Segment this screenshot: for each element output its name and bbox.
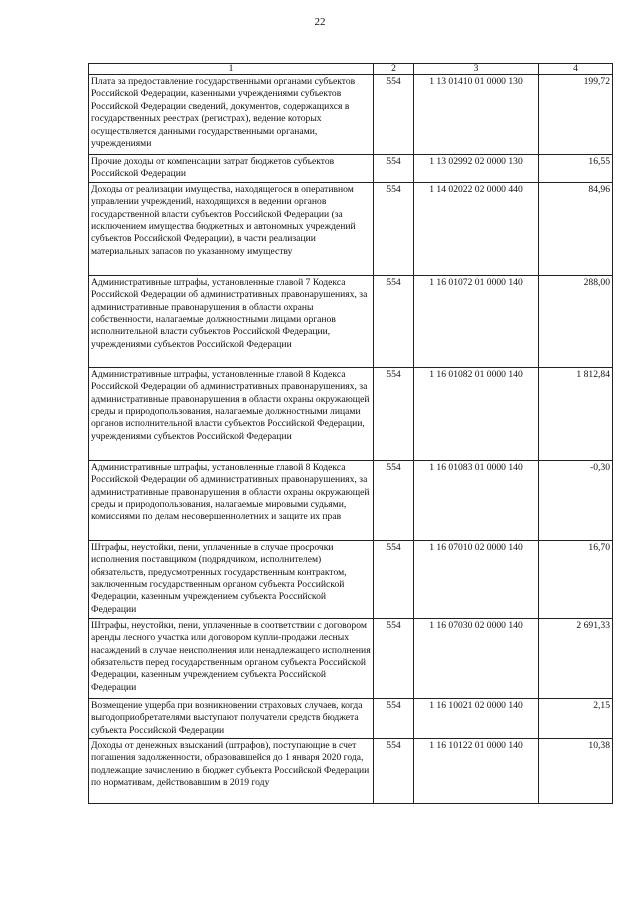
row-code: 554 — [374, 618, 414, 698]
row-kbk: 1 13 01410 01 0000 130 — [414, 75, 539, 155]
row-kbk: 1 16 01083 01 0000 140 — [414, 460, 539, 540]
revenue-table — [88, 63, 613, 804]
row-name: Доходы от денежных взысканий (штрафов), поступающие в счет погашения задолженности, образовавшейся до 1 января 2020 года, подлежащие зачислению в бюджет субъекта Российской Федерации по нормативам, действовавшим в 2019 году — [89, 739, 374, 804]
table-row — [89, 540, 613, 618]
row-name: Возмещение ущерба при возникновении страховых случаев, когда выгодоприобретателями выступают получатели средств бюджета субъекта Российской Федерации — [89, 698, 374, 738]
table-row — [89, 155, 613, 183]
row-name: Прочие доходы от компенсации затрат бюджетов субъектов Российской Федерации — [89, 155, 374, 183]
row-code: 554 — [374, 698, 414, 738]
row-kbk: 1 16 07030 02 0000 140 — [414, 618, 539, 698]
row-name: Плата за предоставление государственными органами субъектов Российской Федерации, казенными учреждениями субъектов Российской Федерации сведений, документов, содержащихся в государственных реестрах (регистрах), ведение которых осуществляется данными государственными органами, учреждениями — [89, 75, 374, 155]
row-kbk: 1 16 10021 02 0000 140 — [414, 698, 539, 738]
row-code: 554 — [374, 275, 414, 367]
row-code: 554 — [374, 367, 414, 460]
row-amount: 2 691,33 — [539, 618, 613, 698]
row-code: 554 — [374, 739, 414, 804]
row-kbk: 1 16 01082 01 0000 140 — [414, 367, 539, 460]
row-amount: 16,55 — [539, 155, 613, 183]
row-amount: 2,15 — [539, 698, 613, 738]
header-col-1: 1 — [89, 64, 374, 75]
row-code: 554 — [374, 75, 414, 155]
row-amount: -0,30 — [539, 460, 613, 540]
row-name: Штрафы, неустойки, пени, уплаченные в случае просрочки исполнения поставщиком (подрядчиком, исполнителем) обязательств, предусмотренных государственным контрактом, заключенным государственным органом субъекта Российской Федерации, казенным учреждением субъекта Российской Федерации — [89, 540, 374, 618]
row-amount: 16,70 — [539, 540, 613, 618]
table-row — [89, 75, 613, 155]
table-row — [89, 367, 613, 460]
row-kbk: 1 16 07010 02 0000 140 — [414, 540, 539, 618]
row-name: Административные штрафы, установленные главой 8 Кодекса Российской Федерации об административных правонарушениях, за административные правонарушения в области охраны окружающей среды и природопользования, налагаемые должностными лицами органов исполнительной власти субъектов Российской Федерации, учреждениями субъектов Российской Федерации — [89, 367, 374, 460]
row-amount: 84,96 — [539, 182, 613, 275]
header-col-2: 2 — [374, 64, 414, 75]
row-code: 554 — [374, 182, 414, 275]
table-row — [89, 698, 613, 738]
row-kbk: 1 14 02022 02 0000 440 — [414, 182, 539, 275]
table-row — [89, 618, 613, 698]
table-header-row — [89, 64, 613, 75]
row-code: 554 — [374, 155, 414, 183]
table-row — [89, 182, 613, 275]
row-code: 554 — [374, 540, 414, 618]
row-name: Штрафы, неустойки, пени, уплаченные в соответствии с договором аренды лесного участка или договором купли-продажи лесных насаждений в случае неисполнения или ненадлежащего исполнения обязательств перед государственным органом субъекта Российской Федерации, казенным учреждением субъекта Российской Федерации — [89, 618, 374, 698]
row-amount: 288,00 — [539, 275, 613, 367]
row-amount: 1 812,84 — [539, 367, 613, 460]
table-row — [89, 460, 613, 540]
row-kbk: 1 16 01072 01 0000 140 — [414, 275, 539, 367]
row-amount: 10,38 — [539, 739, 613, 804]
row-kbk: 1 16 10122 01 0000 140 — [414, 739, 539, 804]
table-row — [89, 275, 613, 367]
row-name: Административные штрафы, установленные главой 8 Кодекса Российской Федерации об административных правонарушениях, за административные правонарушения в области охраны окружающей среды и природопользования, налагаемые мировыми судьями, комиссиями по делам несовершеннолетних и защите их прав — [89, 460, 374, 540]
row-amount: 199,72 — [539, 75, 613, 155]
row-name: Доходы от реализации имущества, находящегося в оперативном управлении учреждений, находящихся в ведении органов государственной власти субъектов Российской Федерации (за исключением имущества бюджетных и автономных учреждений субъектов Российской Федерации), в части реализации материальных запасов по указанному имуществу — [89, 182, 374, 275]
table-row — [89, 739, 613, 804]
row-kbk: 1 13 02992 02 0000 130 — [414, 155, 539, 183]
header-col-3: 3 — [414, 64, 539, 75]
header-col-4: 4 — [539, 64, 613, 75]
page-number: 22 — [314, 16, 326, 28]
row-name: Административные штрафы, установленные главой 7 Кодекса Российской Федерации об административных правонарушениях, за административные правонарушения в области охраны собственности, налагаемые должностными лицами органов исполнительной власти субъектов Российской Федерации, учреждениями субъектов Российской Федерации — [89, 275, 374, 367]
row-code: 554 — [374, 460, 414, 540]
